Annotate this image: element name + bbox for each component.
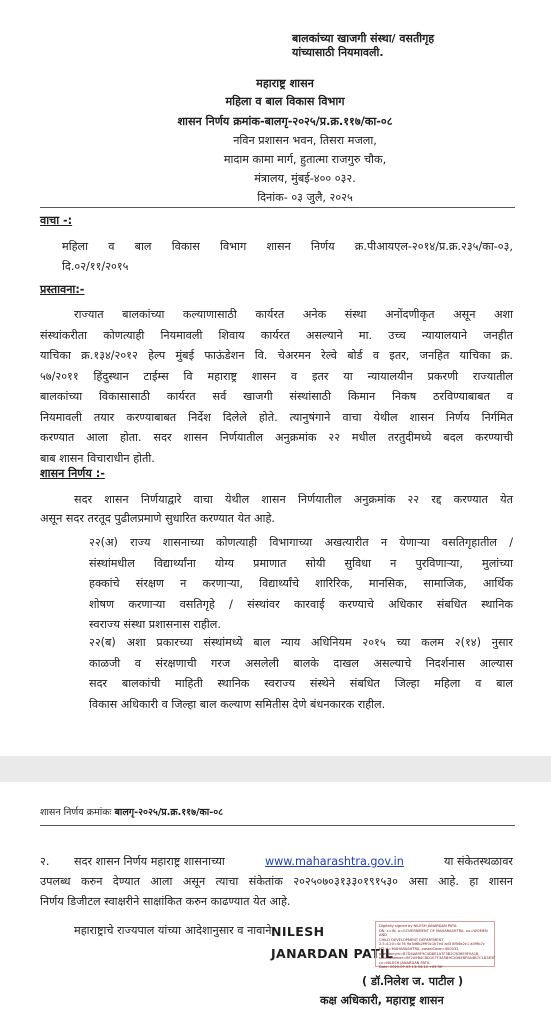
prastavana-heading: प्रस्तावना:- [40,283,85,296]
shasan-nirnay-intro-2: असून सदर तरतूद पुढीलप्रमाणे सुधारित करण्यात येत आहे. [40,512,275,525]
department-name: महिला व बाल विकास विभाग [225,95,345,108]
signer-name-1: NILESH [271,924,325,939]
digital-signature-block [375,921,496,970]
prastavana-line: बाब शासन विचाराधीन होती. [40,451,155,465]
prastavana-line: बालकांच्या विकासासाठी कार्यरत सर्व खाजगी संस्थांसाठी किमान निकष ठरविण्याबाबत व [40,390,513,403]
page2-header [40,805,223,821]
header-divider [40,207,515,208]
prastavana-line: याचिका क्र.१३४/२०१२ हेल्प मुंबई फाऊंडेशन वि. चेअरमन रेल्वे बोर्ड व इतर, जनहित याचिका क्र. [40,349,513,362]
prastavana-line: राज्यात बालकांच्या कल्याणासाठी कार्यरत अनेक संस्था अनोंदणीकृत असून अशा [74,308,513,321]
provision-line: विकास अधिकारी व जिल्हा बाल कल्याण समितीस देणे बंधनकारक राहील. [89,697,386,711]
vacha-heading: वाचा -: [40,214,73,227]
provision-line: शोषण करणाऱ्या वसतिगृहे / संस्थांवर कारवाई करण्याचे अधिकार संबधित स्थानिक [89,597,513,611]
signature-cert-line: Digitally signed by NILESH JANARDAN PATIL [379,924,458,928]
provision-line: संस्थांमधील विद्यार्थ्यांना योग्य प्रमाणात सोयी सुविधा न पुरविणाऱ्या, मुलांच्या [89,556,513,570]
website-link[interactable]: www.maharashtra.gov.in [264,855,404,868]
address-line-1: नविन प्रशासन भवन, तिसरा मजला, [233,134,377,147]
para2-pre-link: सदर शासन निर्णय महाराष्ट्र शासनाच्या [74,855,225,868]
para2-number: २. [40,855,50,868]
provision-line: २२(ब) अशा प्रकारच्या संस्थांमध्ये बाल न्याय अधिनियम २०१५ च्या कलम २(१४) नुसार [89,636,513,649]
vacha-line-1: महिला व बाल विकास विभाग शासन निर्णय क्र.पीआयएल-२०१४/प्र.क्र.२३५/का-०३, [62,240,513,253]
signature-cert-line: pseudonym=B7D4A89F9C4D8E1A7F3B2C5D6E9F0A1B, [379,951,480,956]
page2-header-number: बालगृ-२०२५/प्र.क्र.११७/का-०८ [114,807,224,818]
signer-designation: कक्ष अधिकारी, महाराष्ट्र शासन [320,994,444,1007]
prastavana-body [40,305,513,469]
provision-line: हक्कांचे संरक्षण न करणाऱ्या, विद्यार्थ्यांचे शारिरिक, मानसिक, सामाजिक, आर्थिक [89,577,513,590]
prastavana-line: संस्थांकरीता कोणत्याही नियमावली शिवाय कार्यरत असल्याने मा. उच्च न्यायालयाने जनहीत [40,328,513,342]
para2-line-1 [74,852,513,873]
page2-header-prefix: शासन निर्णय क्रमांकः [40,807,112,818]
signer-name-2: JANARDAN PATIL [271,946,394,961]
para2-line-3: निर्णय डिजीटल स्वाक्षरीने साक्षांकित करुन काढण्यात येत आहे. [40,895,291,908]
govt-name: महाराष्ट्र शासन [256,77,314,90]
prastavana-line: करण्यात आला होता. सदर शासन निर्णयातील अनुक्रमांक २२ मधील तरतुदीमध्ये बदल करण्याची [40,431,513,444]
provision-22a [89,533,513,636]
page-break [0,756,551,782]
signature-cert-line: serialNumber=6F2A9B4C8D1E7F3A5B9C2D6E8F0A4B7C1D3E5F [379,956,496,961]
address-line-2: मादाम कामा मार्ग, हुतात्मा राजगुरु चौक, [223,153,387,166]
para2-post-link: या संकेतस्थळावर [444,855,513,868]
signature-cert-line: MT,st=MAHARASHTRA, postalCode=400032, [379,946,460,951]
address-line-3: मंत्रालय, मुंबई-४०० ०३२. [254,172,356,185]
prastavana-line: नियमावली तयार करण्याबाबत निर्देश दिलेले होते. त्यानुषंगाने वाचा येथील शासन निर्णय निर्गमित [40,410,513,424]
shasan-nirnay-intro-1: सदर शासन निर्णयाद्वारे वाचा येथील शासन निर्णयातील अनुक्रमांक २२ रद्द करण्यात येत [74,493,513,506]
order-number: शासन निर्णय क्रमांक-बालगृ-२०२५/प्र.क्र.११७/का-०८ [177,115,393,128]
signer-name-marathi: ( डॉ.निलेश ज. पाटील ) [362,975,464,988]
vacha-line-2: दि.०२/११/२०१५ [62,260,129,273]
signature-cert-line: DN: c=IN, o=GOVERNMENT OF MAHARASHTRA, ou=WOMEN AND [379,928,488,938]
provision-line: काळजी व संरक्षणाची गरज असलेली बालके दाखल असल्याचे निदर्शनास आल्यास [89,656,513,670]
provision-line: स्वराज्य संस्था प्रशासनास राहील. [89,618,221,631]
shasan-nirnay-heading: शासन निर्णय :- [40,467,105,480]
order-date: दिनांक- ०३ जुलै, २०२५ [257,191,353,204]
signature-cert-line: Date: 2025.07.03 13:34:14 +05'30' [379,965,444,970]
para2-line-2: उपलब्ध करुन देण्यात आला असून त्याचा संकेतांक २०२५०७०३१३३०१९१५३० असा आहे. हा शासन [40,875,513,888]
closing-line: महाराष्ट्राचे राज्यपाल यांच्या आदेशानुसार व नावाने. [74,924,276,937]
page2-divider [40,825,515,826]
signature-cert-line: 2.5.4.20=4c76 9a3d6b2f9f0c1b7e4 ad3 8f56e2c1 a0f9b7c [379,942,485,947]
prastavana-line: ५७/२०११ हिंदुस्थान टाईम्स वि महाराष्ट्र शासन व इतर या न्यायालयीन प्रकरणी राज्यातील [40,369,513,383]
provision-line: २२(अ) राज्य शासनाच्या कोणत्याही विभागाच्या अखत्यारीत न येणाऱ्या वसतिगृहातील / [89,536,513,549]
subject-line-1: बालकांच्या खाजगी संस्था/ वसतीगृह [292,32,435,45]
subject-line-2: यांच्यासाठी नियमावली. [292,46,384,59]
signature-cert-line: cn=NILESH JANARDAN PATIL [379,960,430,965]
signature-cert-line: CHILD DEVELOPMENT DEPARTMENT, [379,937,445,942]
provision-22b [89,633,513,715]
provision-line: सदर बालकांची माहिती स्थानिक स्वराज्य संस्थेने संबधित जिल्हा महिला व बाल [89,677,513,690]
